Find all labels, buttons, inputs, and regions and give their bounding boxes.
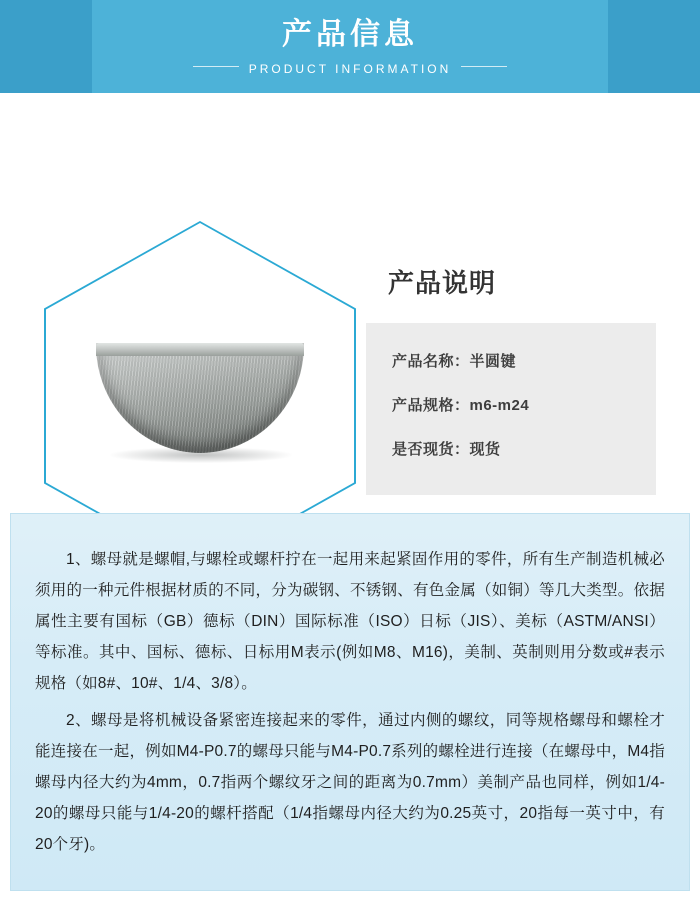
header-inner: [92, 0, 608, 93]
page-subtitle: PRODUCT INFORMATION: [248, 62, 452, 76]
key-drop-shadow: [110, 447, 292, 463]
key-top-edge: [96, 343, 304, 356]
paragraph-2: 2、螺母是将机械设备紧密连接起来的零件，通过内侧的螺纹，同等规格螺母和螺栓才能连接在一起，例如M4-P0.7的螺母只能与M4-P0.7系列的螺栓进行连接（在螺母中，M4指螺母内径大约为4mm，0.7指两个螺纹牙之间的距离为0.7mm）美制产品也同样，例如1/4-20的螺母只能与1/4-20的螺杆搭配（1/4指螺母内径大约为0.25英寸，20指每一英寸中，有20个牙)。: [35, 712, 665, 853]
product-section: [0, 93, 700, 513]
spec-row-product-name: 产品名称：半圆键: [392, 353, 517, 370]
paragraph-1: 1、螺母就是螺帽,与螺栓或螺杆拧在一起用来起紧固作用的零件，所有生产制造机械必须用的一种元件根据材质的不同，分为碳钢、不锈钢、有色金属（如铜）等几大类型。依据属性主要有国标（GB）德标（DIN）国际标准（ISO）日标（JIS）、美标（ASTM/ANSI）等标准。其中、国标、德标、日标用M表示(例如M8、M16)，美制、英制则用分数或#表示规格（如8#、10#、1/4、3/8）。: [35, 551, 665, 692]
page-header-banner: [0, 0, 700, 93]
header-right-accent: [608, 0, 700, 93]
product-photo-half-round-key: [96, 343, 304, 465]
key-body-shape: [96, 343, 304, 453]
header-left-accent: [0, 0, 92, 93]
product-spec-card: [366, 323, 656, 495]
header-rule-right: [461, 66, 507, 67]
description-heading: 产品说明: [388, 268, 497, 298]
product-description-panel: [10, 513, 690, 891]
spec-row-in-stock: 是否现货：现货: [392, 441, 501, 458]
header-rule-left: [193, 66, 239, 67]
page-title: 产品信息: [282, 18, 418, 51]
header-subtitle-row: [193, 57, 508, 76]
spec-row-product-size: 产品规格：m6-m24: [392, 397, 530, 414]
